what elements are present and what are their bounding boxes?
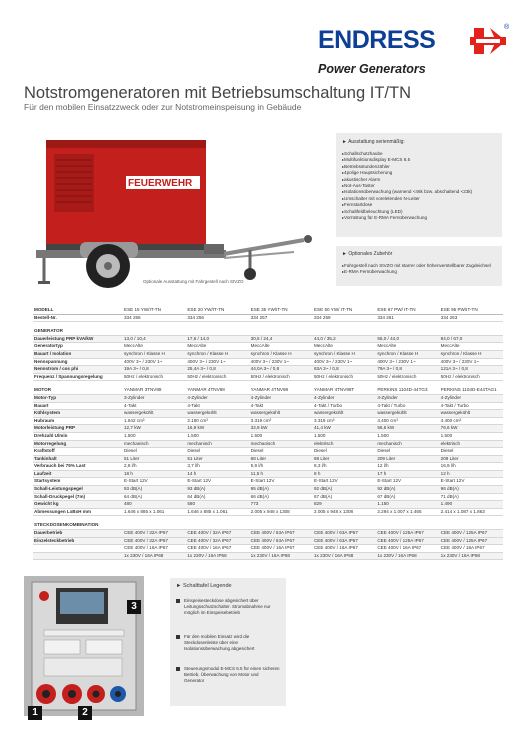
table-row: [33, 358, 503, 366]
table-row: [33, 381, 503, 395]
table-cell: CEE 400V / 125A IP67: [376, 537, 439, 545]
table-cell: 4-Takt: [186, 402, 249, 410]
table-cell: 67 dB(A): [376, 493, 439, 501]
table-cell: 96 dB(A): [440, 486, 503, 494]
table-cell: 2.414 x 1.087 x 1.863: [440, 508, 503, 516]
table-cell: 3.319 cm³: [313, 417, 376, 425]
table-row: [33, 410, 503, 418]
table-cell: 1.646 x 885 x 1.061: [186, 508, 249, 516]
row-label: Motorregelung: [33, 440, 123, 448]
table-row: [33, 432, 503, 440]
list-item: ▸ Umschalter mit vorelelenden N-Leiter: [342, 196, 472, 202]
table-cell: 12 h: [440, 470, 503, 478]
row-label: Gewicht kg: [33, 501, 123, 509]
row-label: Laufzeit: [33, 470, 123, 478]
table-cell: MeccAlte: [186, 343, 249, 351]
list-item: ▸ Not-Aus-Taster: [342, 183, 472, 189]
table-cell: ESE 95 PW/IT-TN: [440, 307, 503, 314]
table-cell: CEE 400V / 16A IP67: [440, 545, 503, 553]
table-row: [33, 394, 503, 402]
table-cell: CEE 400V / 125A IP67: [440, 537, 503, 545]
table-cell: 76,6 kW: [440, 425, 503, 433]
table-cell: mechanisch: [186, 440, 249, 448]
list-item: ▸ Schaltfeldbeleuchtung (LED): [342, 209, 472, 215]
table-cell: CEE 400V / 16A IP67: [123, 545, 186, 553]
table-cell: 209 Liter: [440, 455, 503, 463]
table-cell: 44,0A 3~ / 0,8: [250, 366, 313, 374]
table-cell: 50Hz / elektronisch: [313, 373, 376, 381]
table-cell: 8 h: [313, 470, 376, 478]
table-cell: 66 dB(A): [250, 493, 313, 501]
table-row: [33, 470, 503, 478]
table-cell: synchron / Klasse H: [440, 350, 503, 358]
table-cell: 17 h: [376, 470, 439, 478]
row-label: Startsystem: [33, 478, 123, 486]
table-row: [33, 417, 503, 425]
list-item: ▸ akustischer Alarm: [342, 177, 472, 183]
photo-caption: Optionale Ausstattung mit Fahrgestell nach StVZO: [143, 279, 244, 284]
table-cell: Diesel: [440, 448, 503, 456]
legend-text: Einspeisesteckdose abgesichert über Leitungsschutzschalter. Stromabnahme nur möglich im Einspeisebetrieb: [184, 598, 271, 615]
table-cell: CEE 400V / 32A IP67: [123, 537, 186, 545]
table-row: [33, 402, 503, 410]
legend-bullet-icon: [176, 599, 180, 603]
table-cell: 334 257: [250, 314, 313, 322]
table-row: [33, 335, 503, 343]
table-cell: 11,5 h: [250, 470, 313, 478]
table-cell: E-Start 12V: [186, 478, 249, 486]
table-cell: 50Hz / elektronisch: [250, 373, 313, 381]
table-cell: 1.490: [440, 501, 503, 509]
row-label: Schall-Druckpegel (7m): [33, 493, 123, 501]
table-cell: 1.646 x 885 x 1.061: [123, 508, 186, 516]
row-label: Abmessungen LxBxH mm: [33, 508, 123, 516]
table-cell: CEE 400V / 63A IP67: [250, 537, 313, 545]
table-cell: YANMAR 4TNV98: [250, 381, 313, 395]
table-cell: CEE 400V / 32A IP67: [186, 530, 249, 538]
list-item: ▸ Betriebsstundenzähler: [342, 164, 472, 170]
row-label: Bauart: [33, 402, 123, 410]
table-cell: MeccAlte: [250, 343, 313, 351]
brand-arrow-icon: [470, 28, 506, 54]
table-cell: 95 dB(A): [250, 486, 313, 494]
table-cell: 1.500: [123, 432, 186, 440]
table-cell: 4-Zylinder: [440, 394, 503, 402]
page-subtitle: Für den mobilen Einsatzzweck oder zur Notstromeinspeisung in Gebäude: [24, 102, 302, 112]
registered-mark: ®: [504, 24, 510, 31]
table-cell: 50Hz / elektronisch: [123, 373, 186, 381]
table-cell: 68 Liter: [250, 455, 313, 463]
table-row: [33, 373, 503, 381]
row-label: Dauerleistung PRP kVA/kW: [33, 335, 123, 343]
table-cell: MODELL: [33, 307, 123, 314]
table-cell: 3,7 l/h: [186, 463, 249, 471]
table-cell: 1.500: [186, 432, 249, 440]
row-label: Drehzahl U/min: [33, 432, 123, 440]
table-row: [33, 350, 503, 358]
table-cell: Diesel: [186, 448, 249, 456]
table-cell: 334 256: [186, 314, 249, 322]
table-cell: 30,5 / 24,4: [250, 335, 313, 343]
table-cell: 93 dB(A): [123, 486, 186, 494]
table-cell: 4-Zylinder: [313, 394, 376, 402]
row-label: Tankinhalt: [33, 455, 123, 463]
generator-trailer-photo: [24, 132, 324, 292]
table-cell: wassergekühlt: [440, 410, 503, 418]
row-label: Bauart / Isolation: [33, 350, 123, 358]
table-cell: 12,7 kW: [123, 425, 186, 433]
table-cell: mechanisch: [123, 440, 186, 448]
table-cell: 1x 230V / 16A IP68: [186, 552, 249, 560]
table-row: [33, 322, 503, 336]
table-cell: 1x 230V / 16A IP68: [440, 552, 503, 560]
row-label: Motorleistung PRP: [33, 425, 123, 433]
table-row: [33, 537, 503, 545]
table-cell: wassergekühlt: [123, 410, 186, 418]
list-item: ▸ E-RMA Fernüberwachung: [342, 269, 491, 275]
legend-text: Steuerungsmodul E-MCS 6.5 für einen sicheren Betrieb, Überwachung von Motor und Generator: [184, 666, 280, 683]
table-cell: 334 259: [313, 314, 376, 322]
table-row: [33, 493, 503, 501]
row-label: Nennspannung: [33, 358, 123, 366]
table-cell: 68 Liter: [313, 455, 376, 463]
table-row: [33, 501, 503, 509]
table-cell: 2.005 x 948 x 1308: [313, 508, 376, 516]
table-cell: ESE 15 YW/IT-TN: [123, 307, 186, 314]
table-cell: wassergekühlt: [250, 410, 313, 418]
table-cell: 79A 3~ / 0,8: [376, 366, 439, 374]
list-item: ▸ Vorrüstung für E-RMA Fernüberwachung: [342, 215, 472, 221]
table-cell: 4-Zylinder: [250, 394, 313, 402]
table-cell: 50Hz / elektronisch: [376, 373, 439, 381]
table-cell: 13,0 / 10,4: [123, 335, 186, 343]
spec-table: [33, 307, 503, 560]
table-cell: 4-Zylinder: [186, 394, 249, 402]
legend-item: [176, 634, 280, 666]
table-cell: CEE 400V / 32A IP67: [186, 537, 249, 545]
brand-logo: [318, 26, 514, 82]
serial-equipment-box: [336, 133, 502, 237]
table-cell: 92 dB(A): [376, 486, 439, 494]
panel-legend-box: [170, 578, 286, 706]
row-label: Generatortyp: [33, 343, 123, 351]
badge-2: 2: [78, 706, 92, 720]
motor-section: [33, 381, 503, 516]
table-cell: PERKINS 1104D-44TG3: [376, 381, 439, 395]
table-row: [33, 463, 503, 471]
table-row: [33, 448, 503, 456]
row-label: Einzelsteckbetrieb: [33, 537, 123, 545]
table-row: [33, 425, 503, 433]
row-label: Frequenz / Spannungsregelung: [33, 373, 123, 381]
table-cell: 580: [186, 501, 249, 509]
table-cell: 400V 3~ / 230V 1~: [440, 358, 503, 366]
table-cell: 3-Zylinder: [123, 394, 186, 402]
table-cell: 1.500: [313, 432, 376, 440]
table-cell: 4-Takt / Turbo: [376, 402, 439, 410]
table-cell: MeccAlte: [440, 343, 503, 351]
spec-table-wrapper: [33, 307, 503, 560]
table-cell: 51 Liter: [123, 455, 186, 463]
table-cell: wassergekühlt: [313, 410, 376, 418]
table-cell: wassergekühlt: [186, 410, 249, 418]
table-cell: 32,9 kW: [250, 425, 313, 433]
table-cell: 51 Liter: [186, 455, 249, 463]
legend-item: [176, 666, 280, 698]
list-item: ▸ Fernstartdose: [342, 202, 472, 208]
table-cell: ESE 35 YW/IT-TN: [250, 307, 313, 314]
table-row: [33, 343, 503, 351]
table-cell: elektrisch: [440, 440, 503, 448]
table-cell: CEE 400V / 63A IP67: [313, 537, 376, 545]
table-cell: YANMAR 4TNV88: [186, 381, 249, 395]
table-cell: synchron / Klasse H: [123, 350, 186, 358]
table-cell: YANMAR 3TNV88: [123, 381, 186, 395]
table-cell: 44,0 / 35,2: [313, 335, 376, 343]
row-label: Kraftstoff: [33, 448, 123, 456]
table-cell: CEE 400V / 125A IP67: [376, 530, 439, 538]
table-cell: Bestell-Nr.: [33, 314, 123, 322]
table-cell: 1x 230V / 16A IP68: [376, 552, 439, 560]
list-item: ▸ Multifunktionsdisplay E-MCS 6.5: [342, 157, 472, 163]
table-cell: CEE 400V / 16A IP67: [313, 545, 376, 553]
table-cell: 334 263: [440, 314, 503, 322]
table-cell: 56,6 kW: [376, 425, 439, 433]
table-row: [33, 478, 503, 486]
table-row: [33, 508, 503, 516]
table-cell: 334 255: [123, 314, 186, 322]
table-cell: CEE 400V / 32A IP67: [123, 530, 186, 538]
table-cell: synchron / Klasse H: [376, 350, 439, 358]
table-cell: 334 261: [376, 314, 439, 322]
row-label: Motor-Typ: [33, 394, 123, 402]
optional-accessories-box: [336, 246, 502, 286]
socket-section: [33, 516, 503, 537]
table-cell: 2.294 x 1.007 x 1.465: [376, 508, 439, 516]
table-cell: 5,9 l/h: [250, 463, 313, 471]
table-cell: 1x 230V / 16A IP68: [313, 552, 376, 560]
table-cell: 8,3 l/h: [313, 463, 376, 471]
table-cell: MeccAlte: [123, 343, 186, 351]
row-label: [33, 552, 123, 560]
table-cell: CEE 400V / 16A IP67: [250, 545, 313, 553]
table-cell: PERKINS 1104D-E44TAG1: [440, 381, 503, 395]
section-title: STECKDOSENKOMBINATION: [33, 516, 503, 530]
serial-equipment-heading: ► Ausstattung serienmäßig:: [342, 139, 405, 145]
photo-label: FEUERWEHR: [128, 178, 193, 189]
table-cell: 55,0 / 44,0: [376, 335, 439, 343]
table-cell: 1.150: [376, 501, 439, 509]
table-cell: 121A 3~ / 0,8: [440, 366, 503, 374]
badge-3: 3: [127, 600, 141, 614]
table-cell: 209 Liter: [376, 455, 439, 463]
row-label: Kühlsystem: [33, 410, 123, 418]
table-cell: elektrisch: [313, 440, 376, 448]
table-cell: Diesel: [123, 448, 186, 456]
table-cell: 16,9 kW: [186, 425, 249, 433]
table-cell: MeccAlte: [376, 343, 439, 351]
table-cell: synchron / Klasse H: [186, 350, 249, 358]
table-cell: CEE 400V / 63A IP67: [250, 530, 313, 538]
table-cell: MeccAlte: [313, 343, 376, 351]
list-item: ▸ 4polige Hauptsicherung: [342, 170, 472, 176]
table-cell: Diesel: [250, 448, 313, 456]
table-cell: CEE 400V / 125A IP67: [440, 530, 503, 538]
page-title: Notstromgeneratoren mit Betriebsumschaltung IT/TN: [24, 84, 411, 102]
control-panel-illustration: [24, 576, 144, 716]
table-cell: 1.500: [250, 432, 313, 440]
table-cell: ESE 20 YW/IT-TN: [186, 307, 249, 314]
table-cell: 4.400 cm³: [440, 417, 503, 425]
table-cell: 64 dB(A): [186, 493, 249, 501]
badge-1: 1: [28, 706, 42, 720]
table-cell: Diesel: [376, 448, 439, 456]
table-cell: 1x 230V / 16A IP68: [250, 552, 313, 560]
section-title: GENERATOR: [33, 322, 503, 336]
table-cell: 480: [123, 501, 186, 509]
table-row: [33, 530, 503, 538]
table-cell: ESE 50 YW/ IT-TN: [313, 307, 376, 314]
table-cell: 12 l/h: [376, 463, 439, 471]
table-cell: 4-Takt / Turbo: [440, 402, 503, 410]
table-cell: 64 dB(A): [123, 493, 186, 501]
table-row: [33, 314, 503, 322]
brand-name: ENDRESS: [318, 26, 436, 54]
optional-accessories-heading: ► Optionales Zubehör: [342, 251, 393, 257]
table-cell: 16,9 l/h: [440, 463, 503, 471]
table-cell: 63A 3~ / 0,8: [313, 366, 376, 374]
table-cell: 25,4A 3~ / 0,8: [186, 366, 249, 374]
legend-bullet-icon: [176, 667, 180, 671]
table-cell: 773: [250, 501, 313, 509]
table-cell: 19A 3~ / 0,8: [123, 366, 186, 374]
table-cell: synchron / Klasse H: [250, 350, 313, 358]
legend-item: [176, 598, 280, 634]
single-socket-section: [33, 537, 503, 560]
table-cell: E-Start 12V: [440, 478, 503, 486]
table-cell: 92 dB(A): [313, 486, 376, 494]
table-cell: ESE 67 PW/ IT-TN: [376, 307, 439, 314]
table-row: [33, 486, 503, 494]
generator-section: [33, 322, 503, 381]
table-cell: CEE 400V / 16A IP67: [376, 545, 439, 553]
table-cell: E-Start 12V: [376, 478, 439, 486]
table-cell: 41,4 kW: [313, 425, 376, 433]
table-cell: 1.500: [376, 432, 439, 440]
table-row: [33, 545, 503, 553]
table-cell: 1x 230V / 16A IP68: [123, 552, 186, 560]
table-cell: 14 h: [186, 470, 249, 478]
table-cell: 400V 3~ / 230V 1~: [250, 358, 313, 366]
list-item: ▸ Schallschutzhaube: [342, 151, 472, 157]
table-cell: CEE 400V / 16A IP67: [186, 545, 249, 553]
table-cell: 50Hz / elektronisch: [440, 373, 503, 381]
table-cell: E-Start 12V: [313, 478, 376, 486]
table-cell: Diesel: [313, 448, 376, 456]
table-cell: synchron / Klasse H: [313, 350, 376, 358]
row-label: [33, 545, 123, 553]
table-cell: mechanisch: [376, 440, 439, 448]
table-cell: 3.319 cm³: [250, 417, 313, 425]
table-cell: mechanisch: [250, 440, 313, 448]
table-cell: 4-Takt: [123, 402, 186, 410]
table-cell: 400V 3~ / 230V 1~: [123, 358, 186, 366]
table-row: [33, 552, 503, 560]
serial-equipment-list: [342, 151, 472, 221]
table-cell: E-Start 12V: [123, 478, 186, 486]
row-label: Verbrauch bei 75% Last: [33, 463, 123, 471]
table-cell: 84,0 / 67,0: [440, 335, 503, 343]
table-row: [33, 516, 503, 530]
list-item: ▸ Isolationsüberwachung (warnend <46k bzw. abschaltend <23k): [342, 189, 472, 195]
table-cell: 93 dB(A): [186, 486, 249, 494]
table-row: [33, 455, 503, 463]
legend-heading: ► Schalttafel Legende: [176, 583, 232, 589]
legend-bullet-icon: [176, 635, 180, 639]
table-cell: wassergekühlt: [376, 410, 439, 418]
table-cell: 17,6 / 14,0: [186, 335, 249, 343]
row-label: Schall-Leistungspegel: [33, 486, 123, 494]
table-cell: 4.400 cm³: [376, 417, 439, 425]
table-cell: 400V 3~ / 230V 1~: [313, 358, 376, 366]
table-cell: 4-Zylinder: [376, 394, 439, 402]
row-label: Dauerbetrieb: [33, 530, 123, 538]
table-cell: 400V 3~ / 230V 1~: [186, 358, 249, 366]
table-cell: 4-Takt / Turbo: [313, 402, 376, 410]
table-cell: 67 dB(A): [313, 493, 376, 501]
table-cell: 1.642 cm³: [123, 417, 186, 425]
table-cell: 829: [313, 501, 376, 509]
row-label: Hubraum: [33, 417, 123, 425]
legend-text: Für den mobilen Einsatz wird die Steckdosenleiste über eine Isolationsüberwachung abgesichert: [184, 634, 255, 651]
row-label: Nennstrom / cos phi: [33, 366, 123, 374]
table-cell: 400V 3~ / 230V 1~: [376, 358, 439, 366]
table-cell: CEE 400V / 63A IP67: [313, 530, 376, 538]
control-panel-photo: [24, 576, 144, 716]
table-cell: 2.190 cm³: [186, 417, 249, 425]
table-row: [33, 307, 503, 314]
table-cell: 4-Takt: [250, 402, 313, 410]
table-cell: 50Hz / elektronisch: [186, 373, 249, 381]
table-cell: 2.005 x 948 x 1308: [250, 508, 313, 516]
list-item: ▸ Fahrgestell nach StVZO mit starrer oder höhenverstellbarer Zugdeichsel: [342, 263, 491, 269]
table-cell: 2,8 l/h: [123, 463, 186, 471]
section-title: MOTOR: [33, 381, 123, 395]
table-row: [33, 366, 503, 374]
table-cell: E-Start 12V: [250, 478, 313, 486]
optional-accessories-list: [342, 263, 491, 276]
table-cell: 71 dB(A): [440, 493, 503, 501]
table-row: [33, 440, 503, 448]
table-cell: YANMAR 4TNV98T: [313, 381, 376, 395]
table-cell: 18 h: [123, 470, 186, 478]
brand-tagline: Power Generators: [318, 62, 426, 76]
table-cell: 1.500: [440, 432, 503, 440]
